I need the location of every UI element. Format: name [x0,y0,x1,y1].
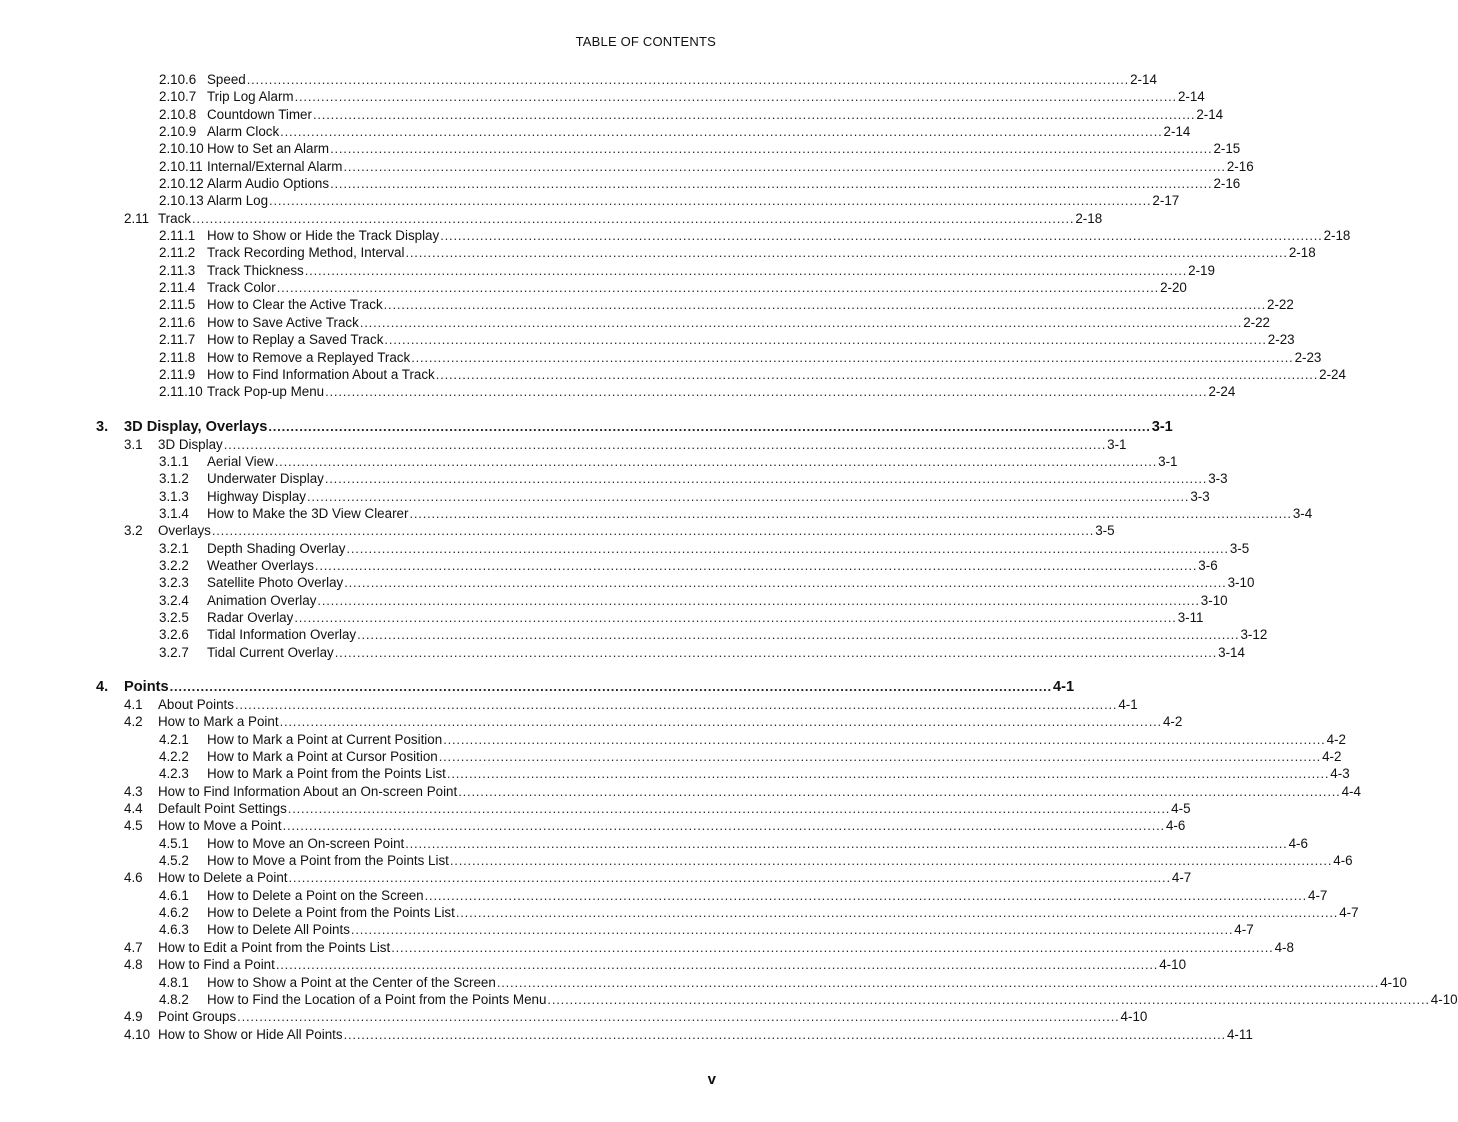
dot-leader: ........................................................................................................................................................................................................ [438,749,1322,765]
toc-entry-number: 3.2 [124,522,158,539]
toc-entry-number: 3.2.7 [159,644,207,661]
toc-entry-number: 4.2.3 [159,765,207,782]
toc-chapter-entry[interactable] [0,418,1173,436]
toc-entry-title: Weather Overlays [207,557,314,573]
toc-entry-page: 4-7 [1171,870,1192,886]
toc-entry-title: 3D Display [158,436,223,452]
toc-entry-number: 2.11 [124,210,158,227]
toc-entry-title: How to Mark a Point at Cursor Position [207,749,438,765]
toc-entry-number: 2.11.9 [159,366,207,383]
dot-leader: ........................................................................................................................................................................................................ [343,158,1226,174]
toc-entry[interactable] [0,123,1191,140]
toc-entry[interactable] [0,765,1350,782]
toc-entry-number: 2.10.13 [159,192,207,209]
toc-entry[interactable] [0,921,1254,938]
toc-entry-title: Animation Overlay [207,592,317,608]
toc-entry-page: 4-1 [1052,679,1075,695]
table-of-contents [0,71,1458,1043]
toc-entry-title: Aerial View [207,453,274,469]
toc-entry-page: 4-10 [1120,1009,1148,1025]
toc-entry-page: 3-10 [1200,592,1228,608]
toc-entry[interactable] [0,696,1138,713]
toc-entry-number: 3.1.3 [159,488,207,505]
toc-entry-page: 3-11 [1177,609,1204,625]
toc-entry-page: 2-23 [1267,332,1295,348]
toc-entry-number: 3.1.4 [159,505,207,522]
toc-entry-page: 3-3 [1190,488,1210,504]
toc-entry-page: 3-3 [1208,471,1228,487]
toc-entry[interactable] [0,1026,1253,1043]
dot-leader: ........................................................................................................................................................................................................ [268,418,1151,434]
toc-entry-number: 2.11.3 [159,262,207,279]
toc-entry-title: Highway Display [207,488,306,504]
toc-entry-page: 4-10 [1380,974,1407,990]
toc-entry[interactable] [0,817,1186,834]
toc-entry-title: Countdown Timer [207,106,312,122]
toc-entry-number: 2.11.8 [159,349,207,366]
toc-entry-number: 4.8.2 [159,991,207,1008]
toc-entry-number: 3. [96,418,124,436]
toc-entry-page: 4-10 [1159,957,1187,973]
dot-leader: ........................................................................................................................................................................................................ [435,366,1319,382]
toc-entry-title: Radar Overlay [207,609,294,625]
dot-leader: ........................................................................................................................................................................................................ [440,228,1323,244]
toc-entry[interactable] [0,106,1224,123]
toc-entry-page: 4-6 [1288,835,1308,851]
toc-entry-number: 4.6.3 [159,921,207,938]
toc-entry-number: 3.1.1 [159,453,207,470]
toc-entry-number: 2.11.10 [159,383,207,400]
toc-entry-page: 3-14 [1218,644,1245,660]
dot-leader: ........................................................................................................................................................................................................ [312,106,1196,122]
toc-entry-title: Internal/External Alarm [207,158,343,174]
toc-entry-number: 4.2 [124,713,158,730]
toc-entry-page: 4-5 [1171,801,1191,817]
toc-entry-number: 3.2.4 [159,592,207,609]
dot-leader: ........................................................................................................................................................................................................ [276,280,1160,296]
toc-entry-title: How to Find a Point [158,957,275,973]
dot-leader: ........................................................................................................................................................................................................ [409,505,1292,521]
toc-entry[interactable] [0,783,1361,800]
dot-leader: ........................................................................................................................................................................................................ [325,384,1208,400]
toc-entry[interactable] [0,88,1205,105]
toc-entry-page: 3-6 [1198,557,1218,573]
toc-entry[interactable] [0,140,1241,157]
toc-entry-page: 2-17 [1152,193,1180,209]
dot-leader: ........................................................................................................................................................................................................ [287,801,1171,817]
toc-entry[interactable] [0,939,1294,956]
dot-leader: ........................................................................................................................................................................................................ [359,314,1243,330]
toc-entry-number: 4.8.1 [159,974,207,991]
toc-entry[interactable] [0,835,1308,852]
toc-entry-title: Default Point Settings [158,801,287,817]
toc-entry-number: 4.6.2 [159,904,207,921]
toc-entry-page: 4-4 [1341,783,1361,799]
toc-entry-title: Alarm Audio Options [207,176,330,192]
dot-leader: ........................................................................................................................................................................................................ [334,644,1218,660]
toc-entry-number: 4.10 [124,1026,158,1043]
dot-leader: ........................................................................................................................................................................................................ [350,922,1234,938]
toc-entry-page: 2-14 [1177,89,1205,105]
dot-leader: ........................................................................................................................................................................................................ [343,1026,1226,1042]
dot-leader: ........................................................................................................................................................................................................ [547,991,1430,1007]
dot-leader: ........................................................................................................................................................................................................ [446,766,1330,782]
toc-entry-title: How to Move a Point from the Points List [207,853,449,869]
dot-leader: ........................................................................................................................................................................................................ [424,887,1307,903]
toc-entry-title: About Points [158,697,234,712]
toc-entry[interactable] [0,71,1157,88]
dot-leader: ........................................................................................................................................................................................................ [317,592,1200,608]
toc-entry-title: How to Find Information About a Track [207,366,435,382]
dot-leader: ........................................................................................................................................................................................................ [405,245,1288,261]
toc-entry-page: 2-18 [1323,228,1351,244]
toc-entry-page: 2-22 [1267,297,1294,313]
dot-leader: ........................................................................................................................................................................................................ [455,905,1339,921]
dot-leader: ........................................................................................................................................................................................................ [246,72,1130,87]
toc-entry-page: 4-6 [1333,853,1353,869]
toc-entry[interactable] [0,609,1204,626]
toc-entry[interactable] [0,262,1215,279]
dot-leader: ........................................................................................................................................................................................................ [269,193,1152,209]
toc-entry-number: 2.11.6 [159,314,207,331]
toc-entry-number: 4. [96,678,124,696]
toc-entry-page: 4-7 [1234,922,1254,938]
toc-entry-page: 2-24 [1319,366,1346,382]
toc-entry[interactable] [0,800,1191,817]
toc-entry[interactable] [0,904,1359,921]
dot-leader: ........................................................................................................................................................................................................ [346,540,1229,556]
toc-entry-page: 4-2 [1326,731,1346,747]
dot-leader: ........................................................................................................................................................................................................ [449,853,1333,869]
dot-leader: ........................................................................................................................................................................................................ [306,488,1190,504]
toc-entry-page: 2-15 [1213,141,1241,157]
toc-entry-number: 2.10.10 [159,140,207,157]
toc-entry-number: 3.2.5 [159,609,207,626]
toc-entry-number: 2.10.7 [159,88,207,105]
toc-entry-title: How to Move a Point [158,818,282,834]
toc-entry-title: How to Delete All Points [207,922,350,938]
toc-entry-title: How to Find the Location of a Point from the Points Menu [207,991,547,1007]
toc-entry-number: 4.2.2 [159,748,207,765]
toc-entry-title: How to Delete a Point on the Screen [207,887,424,903]
dot-leader: ........................................................................................................................................................................................................ [275,957,1159,973]
toc-entry[interactable] [0,852,1353,869]
toc-entry-page: 4-2 [1322,749,1342,765]
toc-entry-number: 3.1.2 [159,470,207,487]
toc-entry-title: How to Edit a Point from the Points List [158,939,391,955]
toc-entry-page: 4-11 [1226,1026,1253,1042]
dot-leader: ........................................................................................................................................................................................................ [384,332,1267,348]
toc-entry-title: Alarm Clock [207,124,280,140]
toc-entry-title: How to Delete a Point from the Points List [207,905,455,921]
toc-entry[interactable] [0,748,1342,765]
toc-entry[interactable] [0,349,1322,366]
dot-leader: ........................................................................................................................................................................................................ [274,453,1158,469]
dot-leader: ........................................................................................................................................................................................................ [324,471,1208,487]
toc-entry[interactable] [0,331,1295,348]
toc-entry-page: 2-18 [1288,245,1316,261]
toc-entry-number: 2.10.6 [159,71,207,88]
toc-entry-title: Speed [207,72,246,87]
toc-entry-number: 4.6 [124,869,158,886]
toc-chapter-entry[interactable] [0,678,1075,696]
toc-entry[interactable] [0,956,1187,973]
toc-entry-page: 3-5 [1095,523,1115,539]
toc-entry-title: How to Clear the Active Track [207,297,383,313]
dot-leader: ........................................................................................................................................................................................................ [211,523,1095,539]
section-gap [0,661,793,678]
dot-leader: ........................................................................................................................................................................................................ [294,89,1177,105]
toc-entry-title: How to Save Active Track [207,314,359,330]
toc-entry-title: How to Show or Hide the Track Display [207,228,440,244]
running-header: TABLE OF CONTENTS [575,34,716,49]
toc-entry-page: 3-5 [1229,540,1250,556]
toc-entry[interactable] [0,887,1328,904]
toc-entry[interactable] [0,505,1313,522]
toc-entry-page: 2-20 [1160,280,1187,296]
toc-entry[interactable] [0,540,1250,557]
toc-entry-title: How to Mark a Point from the Points List [207,766,446,782]
dot-leader: ........................................................................................................................................................................................................ [357,627,1240,643]
page-number: v [707,1071,716,1088]
toc-entry-page: 4-6 [1165,818,1186,834]
toc-entry-page: 4-8 [1274,939,1294,955]
dot-leader: ........................................................................................................................................................................................................ [288,870,1171,886]
toc-entry-page: 2-22 [1243,314,1271,330]
toc-entry-page: 2-19 [1188,262,1215,278]
toc-entry[interactable] [0,244,1316,261]
dot-leader: ........................................................................................................................................................................................................ [304,262,1188,278]
toc-entry-number: 3.2.6 [159,626,207,643]
dot-leader: ........................................................................................................................................................................................................ [294,609,1177,625]
dot-leader: ........................................................................................................................................................................................................ [169,679,1052,694]
toc-entry-page: 2-16 [1213,176,1241,192]
toc-entry-page: 2-14 [1130,72,1157,87]
toc-entry-number: 4.6.1 [159,887,207,904]
dot-leader: ........................................................................................................................................................................................................ [496,974,1380,990]
toc-entry-page: 3-1 [1107,436,1127,452]
dot-leader: ........................................................................................................................................................................................................ [330,141,1213,157]
dot-leader: ........................................................................................................................................................................................................ [282,818,1165,834]
dot-leader: ........................................................................................................................................................................................................ [344,575,1227,591]
toc-entry-page: 4-1 [1118,697,1138,712]
toc-entry-number: 2.10.11 [159,158,207,175]
toc-entry-number: 2.11.1 [159,227,207,244]
toc-entry-number: 4.7 [124,939,158,956]
toc-entry-title: How to Replay a Saved Track [207,332,384,348]
toc-entry-page: 2-24 [1208,384,1236,400]
toc-entry-page: 2-14 [1163,124,1191,140]
toc-entry-title: How to Show or Hide All Points [158,1026,343,1042]
dot-leader: ........................................................................................................................................................................................................ [279,714,1162,730]
toc-entry-title: Track [158,210,191,226]
toc-entry-number: 4.2.1 [159,731,207,748]
toc-entry[interactable] [0,644,1245,661]
toc-entry-number: 4.1 [124,696,158,713]
toc-entry-number: 4.5.1 [159,835,207,852]
toc-entry[interactable] [0,488,1210,505]
toc-entry[interactable] [0,470,1228,487]
toc-entry-title: Tidal Current Overlay [207,644,334,660]
toc-entry-title: Trip Log Alarm [207,89,294,105]
toc-entry[interactable] [0,279,1187,296]
toc-entry[interactable] [0,227,1351,244]
toc-entry-page: 4-7 [1339,905,1359,921]
toc-entry-number: 2.10.12 [159,175,207,192]
toc-entry-number: 4.4 [124,800,158,817]
toc-entry-page: 4-7 [1308,887,1328,903]
toc-entry-number: 3.2.3 [159,574,207,591]
toc-entry[interactable] [0,366,1346,383]
toc-entry-title: How to Delete a Point [158,870,288,886]
dot-leader: ........................................................................................................................................................................................................ [405,835,1288,851]
dot-leader: ........................................................................................................................................................................................................ [223,436,1107,452]
toc-entry[interactable] [0,453,1178,470]
toc-entry-title: How to Show a Point at the Center of the Screen [207,974,496,990]
toc-entry-number: 4.9 [124,1008,158,1025]
toc-entry-title: Track Pop-up Menu [207,384,325,400]
toc-entry-title: Track Thickness [207,262,304,278]
toc-entry[interactable] [0,974,1407,991]
toc-entry-page: 4-2 [1162,714,1183,730]
toc-entry-title: Alarm Log [207,193,269,209]
toc-entry[interactable] [0,574,1255,591]
toc-entry-number: 2.10.9 [159,123,207,140]
toc-entry-number: 3.1 [124,436,158,453]
toc-entry-title: How to Find Information About an On-screen Point [158,783,458,799]
toc-entry-number: 4.3 [124,783,158,800]
toc-entry[interactable] [0,314,1271,331]
toc-entry[interactable] [0,592,1228,609]
toc-entry-title: Track Color [207,280,276,296]
toc-entry[interactable] [0,383,1236,400]
toc-entry[interactable] [0,1008,1148,1025]
dot-leader: ........................................................................................................................................................................................................ [280,124,1163,140]
toc-entry-page: 2-18 [1075,210,1103,226]
toc-entry-title: 3D Display, Overlays [124,418,268,435]
toc-entry-page: 3-4 [1292,505,1313,521]
toc-entry-number: 2.11.7 [159,331,207,348]
dot-leader: ........................................................................................................................................................................................................ [383,297,1267,313]
toc-entry[interactable] [0,522,1115,539]
toc-entry[interactable] [0,436,1127,453]
dot-leader: ........................................................................................................................................................................................................ [314,557,1198,573]
dot-leader: ........................................................................................................................................................................................................ [458,783,1341,799]
toc-entry-number: 2.10.8 [159,106,207,123]
toc-entry[interactable] [0,731,1346,748]
toc-entry-page: 2-16 [1226,158,1254,174]
toc-entry-title: How to Mark a Point [158,714,279,730]
toc-entry-title: Tidal Information Overlay [207,627,357,643]
toc-entry-page: 3-12 [1240,627,1268,643]
toc-entry[interactable] [0,869,1192,886]
toc-entry-title: How to Set an Alarm [207,141,330,157]
toc-entry-title: Underwater Display [207,471,324,487]
dot-leader: ........................................................................................................................................................................................................ [443,731,1326,747]
toc-entry-number: 2.11.5 [159,296,207,313]
toc-entry-title: Track Recording Method, Interval [207,245,405,261]
toc-entry-page: 3-1 [1158,453,1178,469]
toc-entry[interactable] [0,192,1180,209]
toc-entry[interactable] [0,991,1458,1008]
toc-entry-title: How to Move an On-screen Point [207,835,405,851]
toc-entry[interactable] [0,557,1218,574]
dot-leader: ........................................................................................................................................................................................................ [391,939,1274,955]
toc-entry[interactable] [0,626,1268,643]
toc-entry[interactable] [0,713,1183,730]
dot-leader: ........................................................................................................................................................................................................ [191,210,1075,226]
toc-entry-page: 2-23 [1294,349,1322,365]
toc-entry-title: Satellite Photo Overlay [207,575,344,591]
toc-entry-title: How to Mark a Point at Current Position [207,731,443,747]
dot-leader: ........................................................................................................................................................................................................ [411,349,1294,365]
toc-entry-page: 4-10 [1430,991,1458,1007]
toc-entry-title: Point Groups [158,1009,237,1025]
toc-entry-number: 4.8 [124,956,158,973]
toc-entry-number: 4.5 [124,817,158,834]
toc-entry-title: Overlays [158,523,211,539]
toc-entry-page: 3-10 [1227,575,1255,591]
toc-entry-title: How to Make the 3D View Clearer [207,505,409,521]
toc-entry-page: 2-14 [1196,106,1224,122]
toc-entry-number: 2.11.4 [159,279,207,296]
toc-entry-title: How to Remove a Replayed Track [207,349,411,365]
toc-entry[interactable] [0,210,1103,227]
dot-leader: ........................................................................................................................................................................................................ [330,176,1213,192]
toc-entry-page: 3-1 [1151,418,1173,435]
toc-entry-number: 3.2.1 [159,540,207,557]
toc-entry-title: Depth Shading Overlay [207,540,346,556]
toc-entry[interactable] [0,296,1294,313]
dot-leader: ........................................................................................................................................................................................................ [237,1009,1120,1025]
toc-entry-number: 2.11.2 [159,244,207,261]
toc-entry-number: 4.5.2 [159,852,207,869]
toc-entry[interactable] [0,175,1241,192]
toc-entry-page: 4-3 [1330,766,1350,782]
section-gap [0,401,793,418]
toc-entry-title: Points [124,679,169,695]
toc-entry-number: 3.2.2 [159,557,207,574]
dot-leader: ........................................................................................................................................................................................................ [234,697,1118,712]
toc-entry[interactable] [0,158,1254,175]
